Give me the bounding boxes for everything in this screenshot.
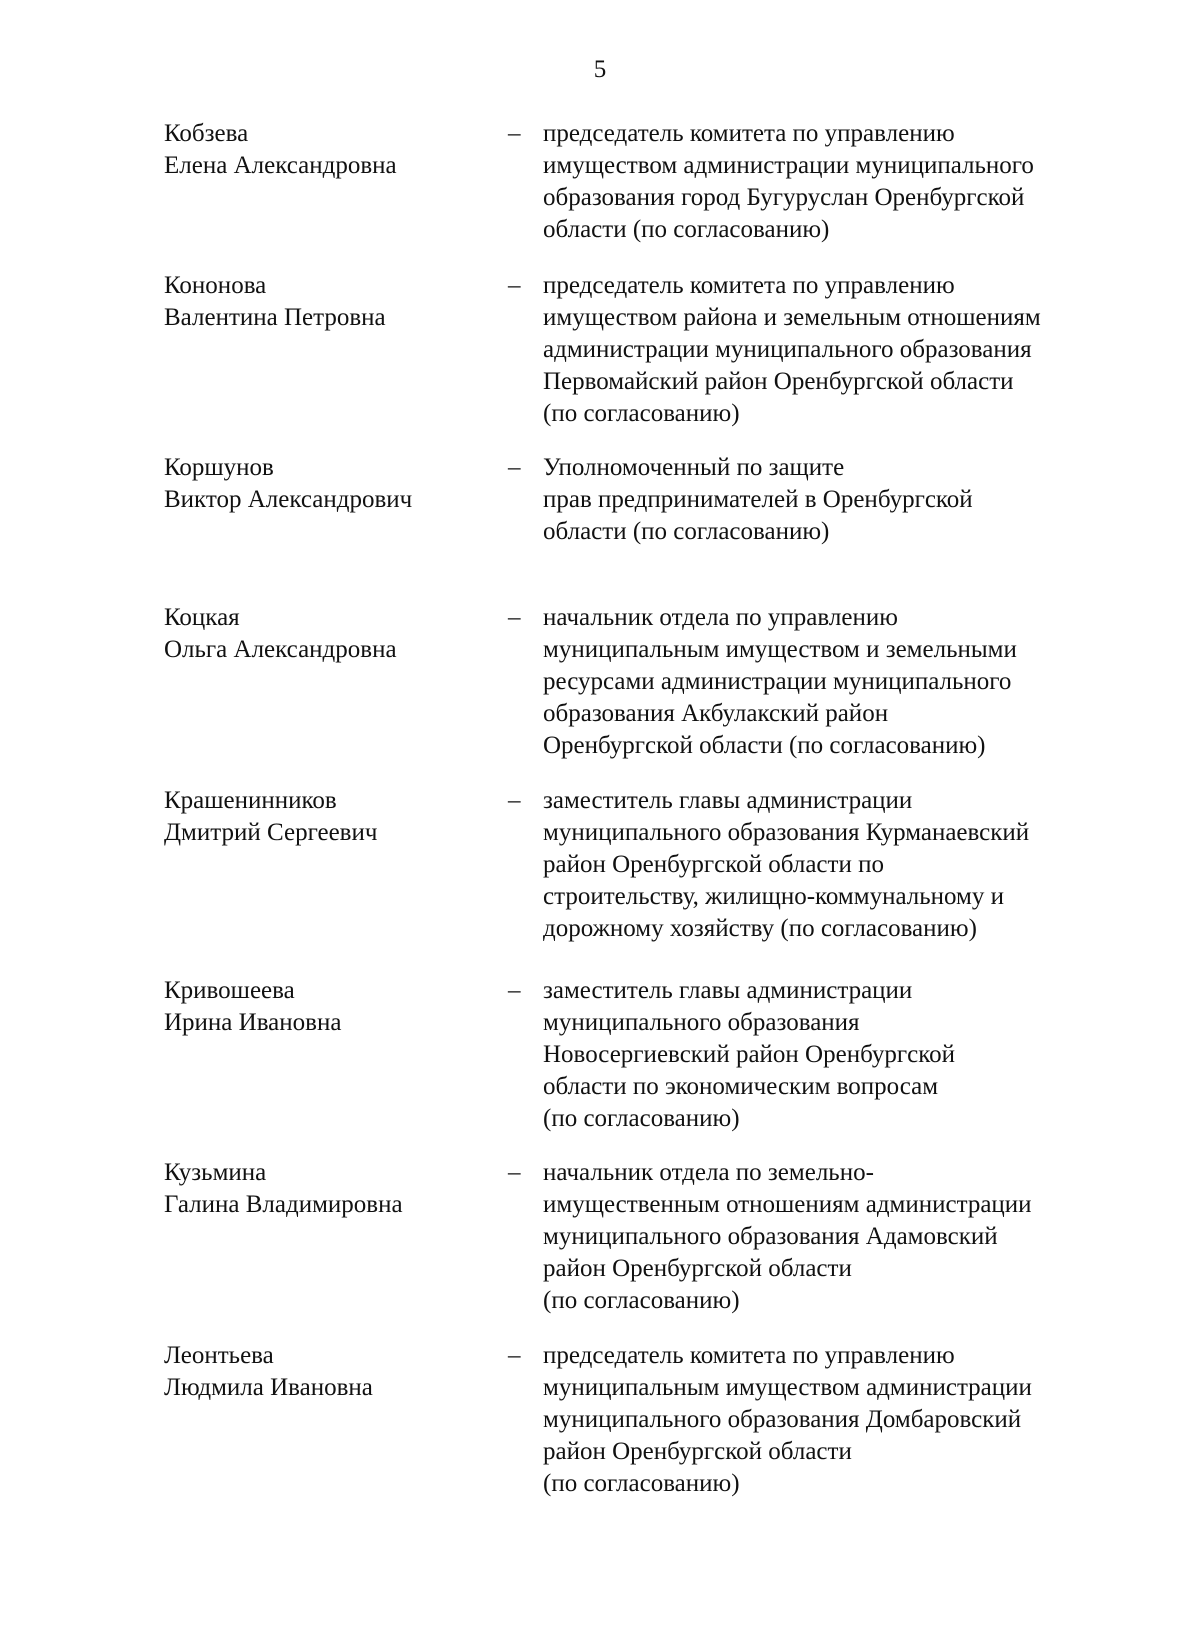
member-name [164, 1157, 494, 1221]
member-surname: Кузьмина [164, 1159, 267, 1186]
position-line: муниципального образования Курманаевский [543, 819, 1030, 846]
dash-separator: – [508, 120, 521, 147]
position-line: образования Акбулакский район [543, 700, 889, 727]
member-name [164, 602, 494, 666]
position-line: заместитель главы администрации [543, 787, 913, 814]
position-line: имуществом администрации муниципального [543, 152, 1034, 179]
dash-separator: – [508, 1342, 521, 1369]
position-line: дорожному хозяйству (по согласованию) [543, 915, 977, 942]
member-given-names: Валентина Петровна [164, 304, 386, 331]
position-line: Первомайский район Оренбургской области [543, 368, 1014, 395]
member-surname: Крашенинников [164, 787, 337, 814]
member-name [164, 270, 494, 334]
position-line: ресурсами администрации муниципального [543, 668, 1012, 695]
position-line: (по согласованию) [543, 1105, 740, 1132]
position-line: Оренбургской области (по согласованию) [543, 732, 986, 759]
member-given-names: Виктор Александрович [164, 486, 413, 513]
page-number: 5 [593, 56, 607, 83]
position-line: председатель комитета по управлению [543, 120, 955, 147]
position-line: начальник отдела по земельно- [543, 1159, 874, 1186]
position-line: председатель комитета по управлению [543, 1342, 955, 1369]
position-line: район Оренбургской области [543, 1438, 852, 1465]
position-line: район Оренбургской области по [543, 851, 884, 878]
dash-separator: – [508, 272, 521, 299]
position-line: муниципального образования Домбаровский [543, 1406, 1022, 1433]
position-line: области (по согласованию) [543, 518, 830, 545]
position-line: образования город Бугуруслан Оренбургской [543, 184, 1025, 211]
dash-separator: – [508, 977, 521, 1004]
dash-separator: – [508, 1159, 521, 1186]
position-line: заместитель главы администрации [543, 977, 913, 1004]
position-line: прав предпринимателей в Оренбургской [543, 486, 973, 513]
position-line: муниципального образования [543, 1009, 860, 1036]
position-line: администрации муниципального образования [543, 336, 1032, 363]
member-surname: Кобзева [164, 120, 249, 147]
position-line: председатель комитета по управлению [543, 272, 955, 299]
member-surname: Леонтьева [164, 1342, 274, 1369]
member-name [164, 785, 494, 849]
position-line: Новосергиевский район Оренбургской [543, 1041, 955, 1068]
member-position [543, 785, 1143, 945]
member-surname: Коцкая [164, 604, 240, 631]
position-line: (по согласованию) [543, 400, 740, 427]
position-line: имущественным отношениям администрации [543, 1191, 1032, 1218]
member-surname: Кривошеева [164, 977, 295, 1004]
member-given-names: Людмила Ивановна [164, 1374, 373, 1401]
position-line: муниципального образования Адамовский [543, 1223, 998, 1250]
position-line: области по экономическим вопросам [543, 1073, 939, 1100]
member-position [543, 270, 1143, 430]
member-position [543, 452, 1143, 548]
member-given-names: Дмитрий Сергеевич [164, 819, 378, 846]
member-position [543, 975, 1143, 1135]
position-line: начальник отдела по управлению [543, 604, 898, 631]
member-surname: Коршунов [164, 454, 274, 481]
position-line: (по согласованию) [543, 1287, 740, 1314]
position-line: (по согласованию) [543, 1470, 740, 1497]
member-name [164, 118, 494, 182]
member-given-names: Елена Александровна [164, 152, 397, 179]
position-line: муниципальным имуществом и земельными [543, 636, 1017, 663]
position-line: области (по согласованию) [543, 216, 830, 243]
position-line: имуществом района и земельным отношениям [543, 304, 1041, 331]
member-position [543, 1157, 1143, 1317]
member-name [164, 452, 494, 516]
member-given-names: Галина Владимировна [164, 1191, 403, 1218]
position-line: муниципальным имуществом администрации [543, 1374, 1032, 1401]
dash-separator: – [508, 604, 521, 631]
position-line: Уполномоченный по защите [543, 454, 845, 481]
position-line: строительству, жилищно-коммунальному и [543, 883, 1004, 910]
member-name [164, 975, 494, 1039]
dash-separator: – [508, 787, 521, 814]
member-position [543, 1340, 1143, 1500]
member-surname: Кононова [164, 272, 267, 299]
position-line: район Оренбургской области [543, 1255, 852, 1282]
dash-separator: – [508, 454, 521, 481]
member-position [543, 118, 1143, 246]
member-given-names: Ольга Александровна [164, 636, 397, 663]
member-given-names: Ирина Ивановна [164, 1009, 342, 1036]
member-name [164, 1340, 494, 1404]
member-position [543, 602, 1143, 762]
